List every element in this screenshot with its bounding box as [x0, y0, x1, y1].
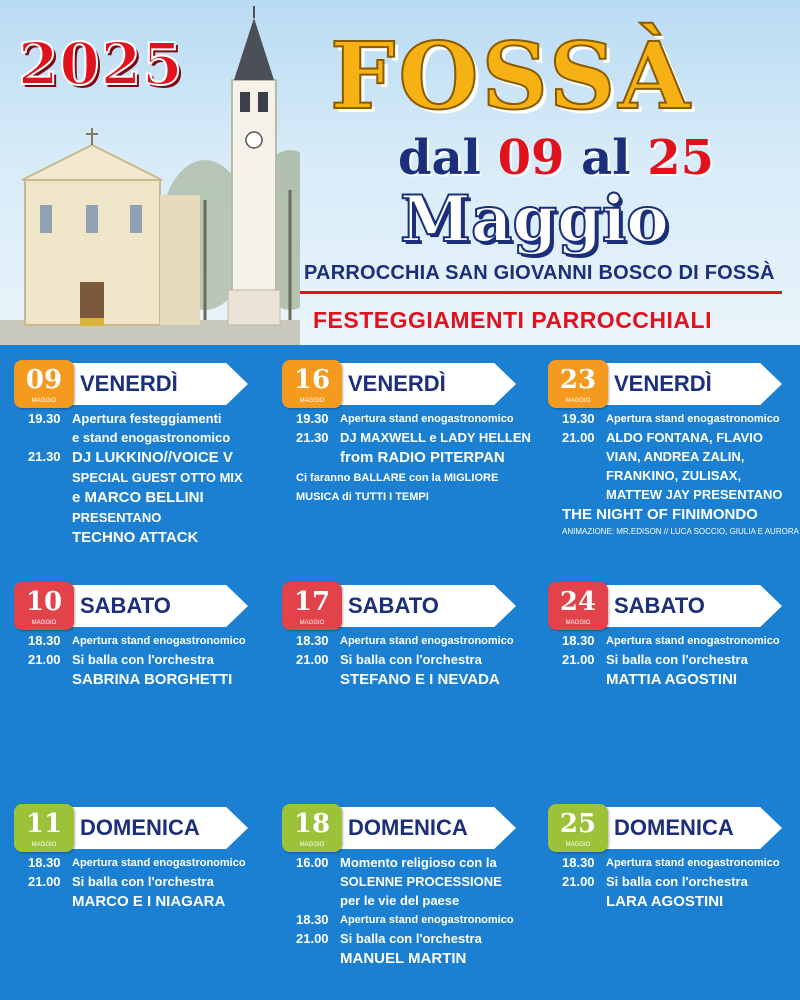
day-name: SABATO — [614, 593, 705, 618]
event-text: DJ LUKKINO//VOICE V — [72, 449, 233, 466]
event-time: 18.30 — [296, 912, 329, 927]
event-line — [28, 411, 276, 427]
day-entry-24 — [548, 585, 800, 692]
event-line — [296, 489, 544, 505]
date-badge — [548, 804, 608, 852]
event-line — [296, 633, 544, 649]
event-text: Apertura stand enogastronomico — [72, 635, 246, 647]
event-text: VIAN, ANDREA ZALIN, — [606, 449, 745, 464]
month-small: MAGGIO — [31, 620, 57, 626]
date-number: 25 — [559, 809, 597, 839]
event-time: 21.30 — [296, 430, 329, 445]
date-number: 09 — [25, 365, 63, 395]
event-text: Si balla con l'orchestra — [340, 931, 482, 946]
poster-header — [0, 0, 800, 345]
month-label: Maggio — [400, 182, 669, 257]
event-time: 21.00 — [296, 652, 329, 667]
date-badge — [282, 582, 342, 630]
event-text: SABRINA BORGHETTI — [72, 671, 233, 688]
date-start: 09 — [497, 130, 565, 186]
event-list — [282, 627, 544, 689]
date-badge — [282, 360, 342, 408]
event-text: TECHNO ATTACK — [72, 529, 199, 546]
event-line — [562, 430, 800, 446]
event-time: 19.30 — [562, 411, 595, 426]
event-list — [14, 405, 276, 547]
event-text: Apertura stand enogastronomico — [340, 413, 514, 425]
event-time: 21.00 — [296, 931, 329, 946]
event-list — [14, 627, 276, 689]
day-name: DOMENICA — [614, 815, 734, 840]
event-time: 18.30 — [296, 633, 329, 648]
event-line — [28, 874, 276, 890]
event-text: Momento religioso con la — [340, 855, 497, 870]
event-list — [548, 405, 800, 537]
event-line — [296, 950, 544, 968]
event-line — [28, 489, 276, 507]
event-line — [296, 931, 544, 947]
event-line — [296, 411, 544, 427]
day-header — [548, 807, 800, 849]
day-header — [282, 585, 544, 627]
event-text: SOLENNE PROCESSIONE — [340, 874, 502, 889]
event-time: 18.30 — [28, 855, 61, 870]
event-text: Si balla con l'orchestra — [606, 652, 748, 667]
year-label: 2025 — [18, 30, 184, 98]
day-name: VENERDÌ — [614, 371, 712, 396]
event-time: 21.00 — [28, 874, 61, 889]
event-line — [296, 470, 544, 486]
event-text: ALDO FONTANA, FLAVIO — [606, 430, 763, 445]
event-text: Si balla con l'orchestra — [606, 874, 748, 889]
date-number: 10 — [25, 587, 63, 617]
month-small: MAGGIO — [31, 842, 57, 848]
date-badge — [282, 804, 342, 852]
event-text: from RADIO PITERPAN — [340, 449, 505, 466]
event-text: MUSICA di TUTTI I TEMPI — [296, 491, 429, 503]
event-line — [296, 671, 544, 689]
event-line — [28, 893, 276, 911]
header-divider — [300, 291, 782, 294]
month-small: MAGGIO — [299, 398, 325, 404]
month-small: MAGGIO — [565, 620, 591, 626]
town-title: FOSSÀ — [330, 22, 693, 130]
event-line — [296, 912, 544, 928]
event-line — [562, 487, 800, 503]
event-text: Apertura stand enogastronomico — [72, 857, 246, 869]
day-entry-11 — [14, 807, 276, 914]
date-badge — [14, 804, 74, 852]
event-time: 19.30 — [28, 411, 61, 426]
date-number: 17 — [293, 587, 331, 617]
event-text: Apertura stand enogastronomico — [606, 413, 780, 425]
event-line — [562, 468, 800, 484]
event-text: Apertura stand enogastronomico — [340, 914, 514, 926]
event-text: Apertura stand enogastronomico — [340, 635, 514, 647]
day-header — [282, 807, 544, 849]
day-entry-10 — [14, 585, 276, 692]
event-text: Apertura stand enogastronomico — [606, 857, 780, 869]
event-line — [562, 671, 800, 689]
event-list — [14, 849, 276, 911]
day-name: DOMENICA — [348, 815, 468, 840]
day-entry-23 — [548, 363, 800, 540]
event-line — [562, 855, 800, 871]
event-line — [296, 430, 544, 446]
event-time: 18.30 — [28, 633, 61, 648]
event-line — [562, 633, 800, 649]
day-header — [548, 363, 800, 405]
event-line — [296, 449, 544, 467]
event-line — [562, 893, 800, 911]
event-text: THE NIGHT OF FINIMONDO — [562, 506, 758, 523]
date-number: 23 — [559, 365, 597, 395]
event-text: FRANKINO, ZULISAX, — [606, 468, 742, 483]
program-grid — [0, 345, 800, 1000]
event-text: per le vie del paese — [340, 893, 460, 908]
day-name: SABATO — [80, 593, 171, 618]
event-line — [28, 449, 276, 467]
event-line — [562, 874, 800, 890]
event-text: LARA AGOSTINI — [606, 893, 724, 910]
event-text: Si balla con l'orchestra — [72, 874, 214, 889]
date-badge — [14, 360, 74, 408]
event-line — [28, 671, 276, 689]
date-number: 18 — [293, 809, 331, 839]
dates-prefix: dal — [398, 130, 481, 186]
event-line — [28, 510, 276, 526]
day-header — [14, 585, 276, 627]
date-number: 24 — [559, 587, 597, 617]
event-list — [548, 627, 800, 689]
event-time: 21.00 — [562, 874, 595, 889]
event-text: SPECIAL GUEST OTTO MIX — [72, 470, 243, 485]
month-small: MAGGIO — [31, 398, 57, 404]
date-end: 25 — [647, 130, 714, 186]
event-text: Apertura festeggiamenti — [72, 411, 222, 426]
event-line — [296, 874, 544, 890]
event-line — [28, 652, 276, 668]
event-text: DJ MAXWELL e LADY HELLEN — [340, 430, 531, 445]
event-text: MATTIA AGOSTINI — [606, 671, 738, 688]
event-text: e stand enogastronomico — [72, 430, 231, 445]
event-text: e MARCO BELLINI — [72, 489, 204, 506]
day-entry-09 — [14, 363, 276, 550]
event-line — [28, 430, 276, 446]
month-small: MAGGIO — [299, 620, 325, 626]
month-small: MAGGIO — [565, 842, 591, 848]
festival-subtitle: FESTEGGIAMENTI PARROCCHIALI — [313, 307, 712, 333]
event-time: 21.30 — [28, 449, 61, 464]
day-entry-16 — [282, 363, 544, 508]
event-text: MANUEL MARTIN — [340, 950, 467, 967]
day-header — [548, 585, 800, 627]
day-entry-17 — [282, 585, 544, 692]
month-small: MAGGIO — [299, 842, 325, 848]
date-range — [398, 130, 714, 186]
date-number: 16 — [293, 365, 331, 395]
event-line — [296, 652, 544, 668]
event-text: Si balla con l'orchestra — [340, 652, 482, 667]
date-badge — [14, 582, 74, 630]
dates-mid: al — [581, 130, 631, 186]
month-small: MAGGIO — [565, 398, 591, 404]
event-time: 18.30 — [562, 855, 595, 870]
date-badge — [548, 360, 608, 408]
event-text: MARCO E I NIAGARA — [72, 893, 226, 910]
day-name: VENERDÌ — [80, 371, 178, 396]
event-time: 19.30 — [296, 411, 329, 426]
event-text: STEFANO E I NEVADA — [340, 671, 500, 688]
event-line — [296, 855, 544, 871]
event-line — [28, 470, 276, 486]
event-text: PRESENTANO — [72, 510, 162, 525]
day-entry-18 — [282, 807, 544, 971]
event-line — [28, 529, 276, 547]
event-list — [548, 849, 800, 911]
event-list — [282, 405, 544, 505]
event-line — [562, 411, 800, 427]
day-header — [14, 807, 276, 849]
event-text: MATTEW JAY PRESENTANO — [606, 487, 783, 502]
event-time: 21.00 — [562, 652, 595, 667]
day-header — [14, 363, 276, 405]
event-time: 16.00 — [296, 855, 329, 870]
day-name: VENERDÌ — [348, 371, 446, 396]
day-name: DOMENICA — [80, 815, 200, 840]
event-time: 21.00 — [562, 430, 595, 445]
event-text: ANIMAZIONE: MR.EDISON // LUCA SOCCIO, GIULIA E AURORA — [562, 527, 799, 536]
event-line — [562, 652, 800, 668]
event-line — [28, 855, 276, 871]
event-text: Ci faranno BALLARE con la MIGLIORE — [296, 472, 499, 484]
event-time: 18.30 — [562, 633, 595, 648]
date-badge — [548, 582, 608, 630]
event-list — [282, 849, 544, 968]
day-header — [282, 363, 544, 405]
date-number: 11 — [25, 809, 63, 839]
day-name: SABATO — [348, 593, 439, 618]
event-text: Si balla con l'orchestra — [72, 652, 214, 667]
event-time: 21.00 — [28, 652, 61, 667]
parish-name: PARROCCHIA SAN GIOVANNI BOSCO DI FOSSÀ — [304, 262, 775, 284]
event-text: Apertura stand enogastronomico — [606, 635, 780, 647]
event-line — [562, 449, 800, 465]
event-line — [562, 527, 800, 537]
event-line — [296, 893, 544, 909]
event-line — [562, 506, 800, 524]
day-entry-25 — [548, 807, 800, 914]
event-line — [28, 633, 276, 649]
